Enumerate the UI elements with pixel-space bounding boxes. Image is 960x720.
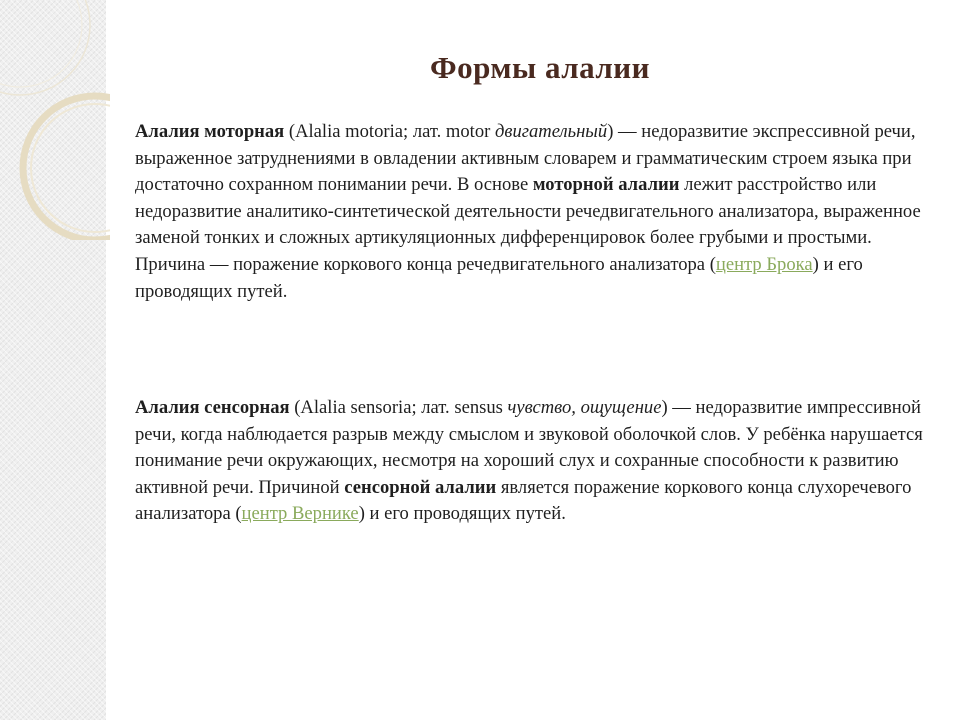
ring-large (23, 96, 110, 240)
decorative-rings (0, 0, 110, 240)
link-broca-center[interactable]: центр Брока (715, 253, 813, 275)
term-motor: Алалия моторная (135, 121, 285, 142)
latin-motor: (Alalia motoria; лат. motor (284, 121, 495, 142)
paragraph-sensory-alalia (135, 395, 940, 528)
term-sensory: Алалия сенсорная (135, 397, 290, 418)
translation-motor: двигательный (494, 121, 608, 142)
paragraph-motor-alalia (135, 119, 940, 305)
definition-sensory-2: является поражение коркового конца слухоречевого анализатора ( (135, 476, 912, 525)
translation-sensory: чувство, ощущение (507, 397, 662, 418)
definition-sensory-3: ) и его проводящих путей. (358, 503, 566, 525)
term-motor-inline: моторной алалии (532, 174, 680, 196)
latin-sensory: (Alalia sensoria; лат. sensus (289, 397, 508, 418)
definition-motor-2: лежит расстройство или недоразвитие аналитико-синтетической деятельности речедвигательного анализатора, выраженное заменой тонких и сложных артикуляционных дифференцировок более грубыми и простыми. Причина — поражение коркового конца речедвигательного анализатора ( (135, 174, 921, 275)
definition-motor-1: ) — недоразвитие экспрессивной речи, выраженное затруднениями в овладении активным словарем и грамматическим строем языка при достаточно сохранном понимании речи. В основе (135, 121, 916, 196)
ring-outer-top (0, 0, 90, 95)
definition-motor-3: ) и его проводящих путей. (135, 253, 863, 302)
link-wernicke-center[interactable]: центр Вернике (241, 503, 359, 525)
page-title: Формы алалии (429, 50, 651, 85)
term-sensory-inline: сенсорной алалии (344, 476, 497, 498)
definition-sensory-1: ) — недоразвитие импрессивной речи, когда наблюдается разрыв между смыслом и звуковой оболочкой слов. У ребёнка нарушается понимание речи окружающих, несмотря на хороший слух и сохранные способности к развитию активной речи. Причиной (135, 397, 923, 498)
